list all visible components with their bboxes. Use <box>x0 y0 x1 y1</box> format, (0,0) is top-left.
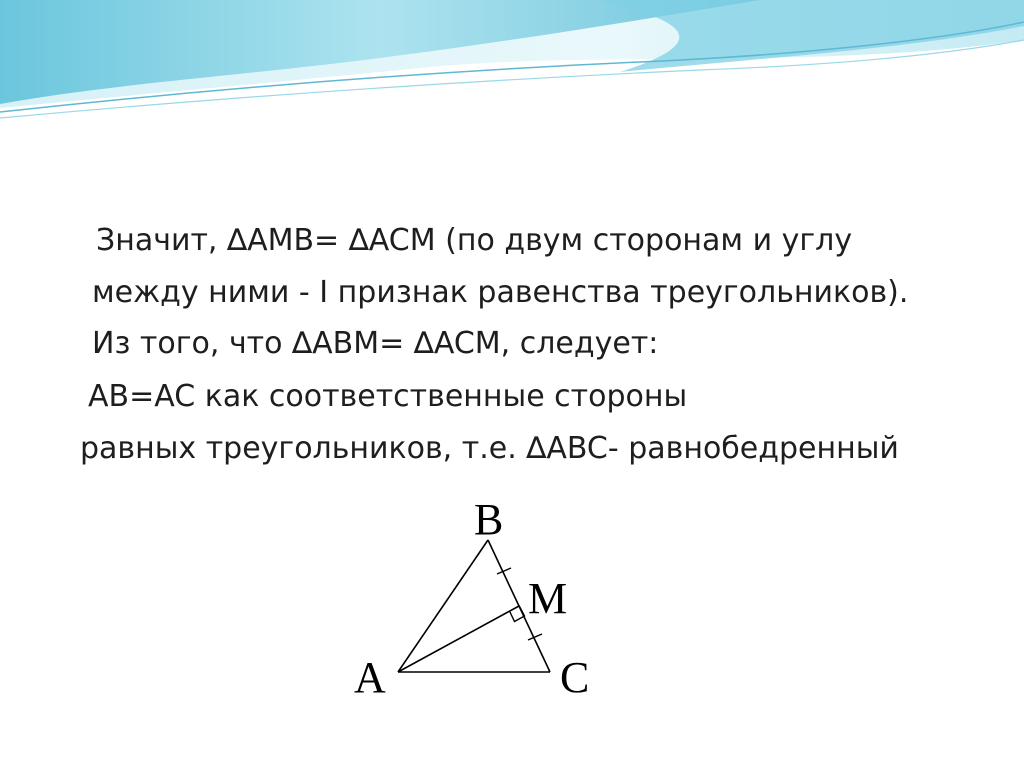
side-ab <box>398 540 488 672</box>
decorative-wave-header <box>0 0 1024 130</box>
text-line-2: между ними - I признак равенства треугольников). <box>92 275 909 310</box>
text-line-1: Значит, ∆AMB= ∆ACM (по двум сторонам и углу <box>96 223 853 258</box>
label-a: A <box>354 653 386 702</box>
triangle-figure <box>338 488 616 706</box>
text-line-3: Из того, что ∆ABM= ∆ACM, следует: <box>92 326 659 361</box>
segment-am <box>398 606 519 672</box>
label-m: M <box>528 574 568 623</box>
text-line-5: равных треугольников, т.е. ∆ABC- равнобедренный <box>80 431 899 466</box>
label-b: B <box>474 495 504 544</box>
text-line-4: AB=AC как соответственные стороны <box>88 379 688 414</box>
label-c: C <box>560 653 590 702</box>
